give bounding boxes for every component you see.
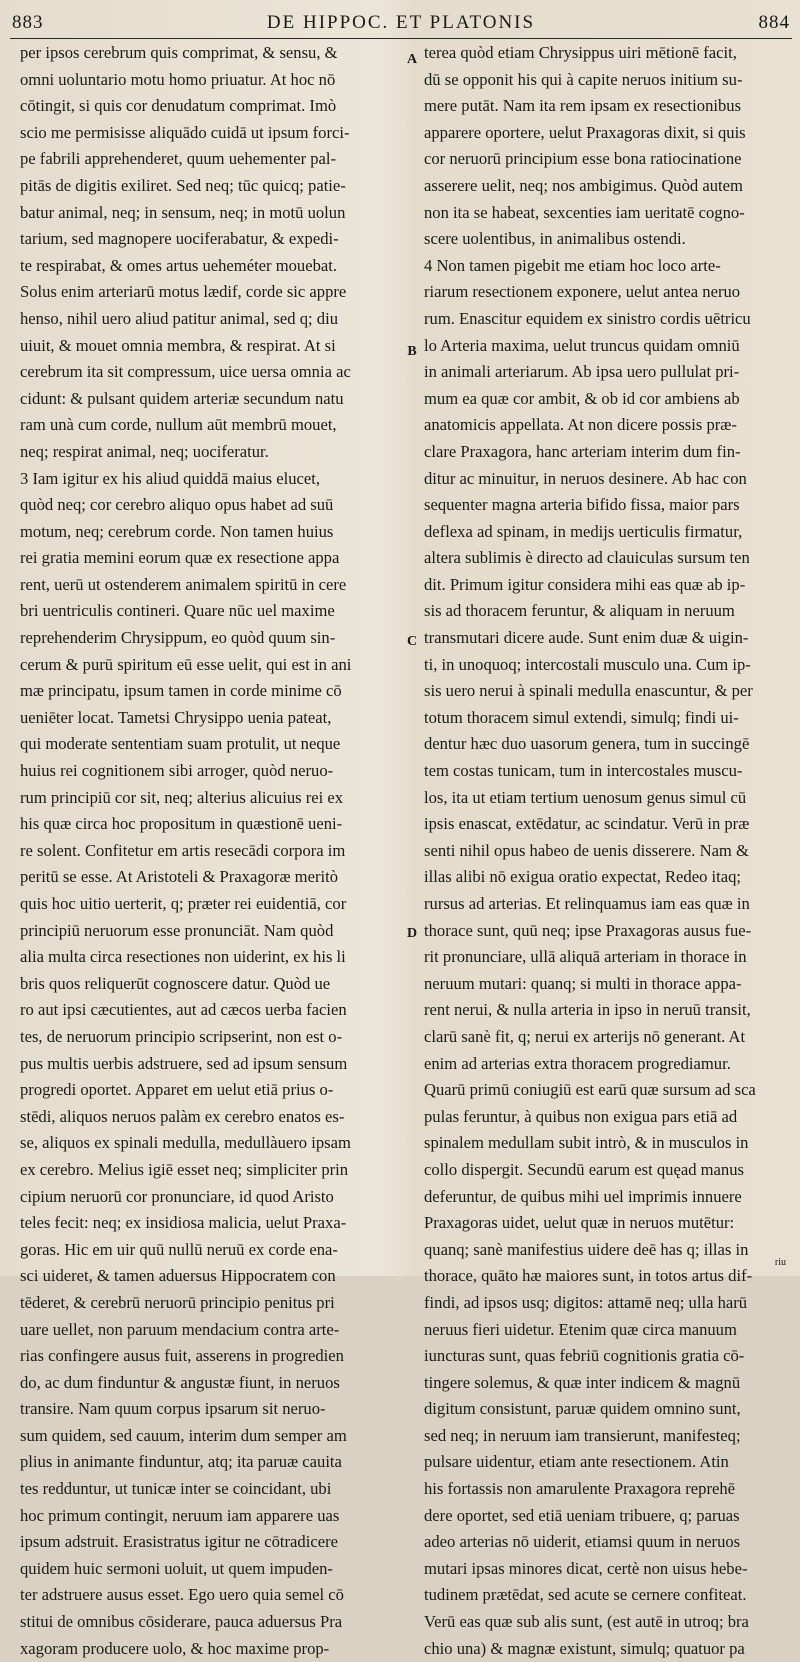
right-column-line: clarū sanè fit, q; nerui ex arterijs nō generant. At	[424, 1026, 746, 1046]
right-column-line: illas alibi nō exigua oratio expectat, Redeo itaq;	[424, 867, 742, 887]
right-column-line: enim ad arterias extra thoracem progrediamur.	[424, 1053, 731, 1073]
left-column-line: uare uellet, non paruum mendacium contra arte-	[20, 1319, 340, 1339]
margin-mark-a: A	[406, 52, 418, 67]
left-column-line: xagoram producere uolo, & hoc maxime prop-	[20, 1638, 330, 1658]
right-column-line: mere putāt. Nam ita rem ipsam ex resectionibus	[424, 96, 742, 116]
right-column-line: deflexa ad spinam, in medijs uerticulis firmatur,	[424, 521, 743, 541]
left-column-line: ram unà cum corde, nullum aūt membrū mouet,	[20, 415, 337, 435]
right-column-line: sis uero nerui à spinali medulla enascuntur, & per	[424, 681, 753, 701]
left-column-line: se, aliquos ex spinali medulla, medullàuero ipsam	[20, 1133, 351, 1153]
right-column-line: sequenter magna arteria bifido fissa, maior pars	[424, 495, 740, 515]
left-column-line: ro aut ipsi cæcutientes, aut ad cæcos uerba facien	[20, 1000, 347, 1020]
left-column-line: sci uideret, & tamen aduersus Hippocratem con	[20, 1266, 336, 1286]
right-column-line: ipsis enascat, extēdatur, ac scindatur. Verū in præ	[424, 814, 750, 834]
left-column-line: bris quos reliquerūt cognoscere datur. Quòd ue	[20, 973, 331, 993]
right-column-line: altera sublimis è directo ad clauiculas sursum ten	[424, 548, 750, 568]
right-column-line: rit pronunciare, ullā aliquā arteriam in thorace in	[424, 947, 747, 967]
right-column-line: non ita se habeat, sexcenties iam ueritatē cogno-	[424, 202, 745, 222]
left-column-line: progredi oportet. Apparet em uelut etiā prius o-	[20, 1080, 334, 1100]
left-column-line: reprehenderim Chrysippum, eo quòd quum sin-	[20, 628, 336, 648]
running-title: DE HIPPOC. ET PLATONIS	[266, 12, 536, 33]
left-column-line: stitui de omnibus cōsiderare, pauca aduersus Pra	[20, 1612, 343, 1632]
left-column-line: pitās de digitis exiliret. Sed neq; tūc quicq; patie-	[20, 175, 346, 195]
left-column-line: quidem huic sermoni uoluit, ut quem impuden-	[20, 1558, 333, 1578]
left-column-line: do, ac dum finduntur & angustæ fiunt, in neruos	[20, 1372, 340, 1392]
left-column-line: cōtingit, si quis cor denudatum comprimat. Imò	[20, 96, 337, 116]
left-column-line: tes redduntur, ut tunicæ inter se coincidant, ubi	[20, 1479, 332, 1499]
right-column-line: clare Praxagora, hanc arteriam interim dum fin-	[424, 441, 741, 461]
right-column-line: mutari ipsas minores dicat, certè non uisus hebe-	[424, 1558, 748, 1578]
left-column-line: huius rei cognitionem sibi arroger, quòd neruo-	[20, 761, 334, 781]
right-column-line: scere uolentibus, in animalibus ostendi.	[424, 229, 686, 249]
left-column-line: neq; respirat animal, neq; uociferatur.	[20, 441, 269, 461]
left-column-line: cidunt: & pulsant quidem arteriæ secundum natu	[20, 388, 344, 408]
left-column-line: omni uoluntario motu homo priuatur. At hoc nō	[20, 69, 336, 89]
right-column-line: iuncturas sunt, quas febriū cognitionis gratia cō-	[424, 1346, 745, 1366]
left-column-line: pus multis uerbis adstruere, sed ad ipsum sensum	[20, 1053, 348, 1073]
header-rule	[10, 38, 792, 39]
right-column-line: lo Arteria maxima, uelut truncus quidam omniū	[424, 335, 740, 355]
left-column-line: teles fecit: neq; ex insidiosa malicia, uelut Praxa-	[20, 1213, 347, 1233]
margin-mark-c: C	[406, 634, 418, 649]
left-column-line: pe fabrili apprehenderet, quum uehementer pal-	[20, 149, 337, 169]
left-column-line: principiū neruorum esse pronunciāt. Nam quòd	[20, 920, 334, 940]
right-column-line: thorace sunt, quū neq; ipse Praxagoras ausus fue-	[424, 920, 752, 940]
right-column-line: anatomicis appellata. At non dicere possis præ-	[424, 415, 737, 435]
catchword: riu	[774, 1257, 786, 1268]
left-column-line: uiuit, & mouet omnia membra, & respirat. At si	[20, 335, 336, 355]
running-header	[12, 8, 790, 38]
right-column-line: chio una) & magnæ existunt, simulq; quatuor pa	[424, 1638, 745, 1658]
right-column-line: dere oportet, sed etiā ueniam tribuere, q; paruas	[424, 1505, 740, 1525]
left-column-line: batur animal, neq; in sensum, neq; in motū uolun	[20, 202, 346, 222]
right-column-line: deferuntur, de quibus mihi uel imprimis innuere	[424, 1186, 742, 1206]
left-column-line: qui moderate sententiam suam protulit, ut neque	[20, 734, 341, 754]
right-column-line: senti nihil opus habeo de uenis disserere. Nam &	[424, 840, 749, 860]
right-column-line: findi, ad ipsos usq; digitos: attamē neq; ulla harū	[424, 1292, 748, 1312]
right-column-line: adeo arterias nō uiderit, etiamsi quum in neruos	[424, 1532, 741, 1552]
left-column-line: tes, de neruorum principio scripserint, non est o-	[20, 1026, 343, 1046]
left-column-line: rias confingere ausus fuit, asserens in progredien	[20, 1346, 344, 1366]
left-column-line: quis hoc uitio uerterit, q; præter rei euidentiā, cor	[20, 894, 347, 913]
right-column-line: quanq; sanè manifestius uidere deē has q; illas in	[424, 1239, 749, 1259]
left-column-line: ter adstruere ausus esset. Ego uero quia semel cō	[20, 1585, 344, 1605]
left-column-line: motum, neq; cerebrum corde. Non tamen huius	[20, 521, 334, 541]
right-column-line: rent nerui, & nulla arteria in ipso in neruū transit,	[424, 1000, 751, 1020]
right-column-line: terea quòd etiam Chrysippus uiri mētionē facit,	[424, 43, 737, 62]
left-column-line: quòd neq; cor cerebro aliquo opus habet ad suū	[20, 495, 334, 515]
right-column-line: riarum resectionem exponere, uelut antea neruo	[424, 282, 741, 302]
right-column-line: dentur hæc duo uasorum genera, tum in succingē	[424, 734, 750, 754]
left-column-line: rei gratia memini eorum quæ ex resectione appa	[20, 548, 340, 568]
right-column-line: ditur ac minuitur, in neruos desinere. Ab hac con	[424, 468, 747, 488]
left-column-line: ueniēter locat. Tametsi Chrysippo uenia pateat,	[20, 707, 332, 727]
left-column-line: alia multa circa resectiones non uiderint, ex his li	[20, 947, 346, 967]
right-column-line: dit. Primum igitur considera mihi eas quæ ab ip-	[424, 574, 746, 594]
left-column-line: goras. Hic em uir quū nullū neruū ex corde ena-	[20, 1239, 338, 1259]
page-number-right: 884	[758, 12, 790, 33]
left-column-line: 3 Iam igitur ex his aliud quiddā maius elucet,	[20, 468, 321, 488]
left-column-line: te respirabat, & omes artus ueheméter mouebat.	[20, 255, 338, 275]
margin-mark-b: B	[407, 344, 417, 359]
left-column-line: peritū se esse. At Aristoteli & Praxagoræ meritò	[20, 867, 338, 887]
right-column-line: thorace, quāto hæ maiores sunt, in totos artus dif-	[424, 1266, 753, 1286]
right-column-line: sis ad thoracem feruntur, & aliquam in neruum	[424, 601, 735, 621]
left-column-line: his quæ circa hoc propositum in quæstionē ueni-	[20, 814, 343, 834]
right-column-line: Praxagoras uidet, uelut quæ in neruos mutētur:	[424, 1213, 735, 1233]
right-column-line: dū se opponit his qui à capite neruos initium su-	[424, 69, 743, 89]
right-column-line: spinalem medullam subit intrò, & in musculos in	[424, 1133, 749, 1153]
right-column-line: rum. Enascitur equidem ex sinistro cordis uētricu	[424, 308, 751, 328]
right-column-line: his fortassis non amarulente Praxagora reprehē	[424, 1479, 736, 1499]
left-column-line: mæ principatu, ipsum tamen in corde minime cō	[20, 681, 342, 701]
right-column-line: in animali arteriarum. Ab ipsa uero pullulat pri-	[424, 362, 740, 382]
left-column-line: rent, uerū ut ostenderem animalem spiritū in cere	[20, 574, 347, 594]
right-column-line: Quarū primū coniugiū est earū quæ sursum ad sca	[424, 1080, 756, 1100]
right-column-line: ti, in unoquoq; intercostali musculo una. Cum ip-	[424, 654, 751, 674]
left-column-line: Solus enim arteriarū motus lædif, corde sic appre	[20, 282, 347, 302]
right-column-line: collo dispergit. Secundū earum est quęad manus	[424, 1159, 744, 1179]
right-column-line: neruus fieri uidetur. Etenim quæ circa manuum	[424, 1319, 737, 1339]
right-column-line: asserere uelit, neq; nos ambigimus. Quòd autem	[424, 175, 743, 195]
left-column-line: henso, nihil uero aliud patitur animal, sed q; diu	[20, 308, 338, 328]
left-column-line: bri uentriculis contineri. Quare nūc uel maxime	[20, 601, 335, 621]
right-column-line: 4 Non tamen pigebit me etiam hoc loco arte-	[424, 255, 721, 275]
left-column-line: re solent. Confitetur em artis resecādi corpora im	[20, 840, 346, 860]
left-column-line: rum principiū cor sit, neq; alterius alicuius rei ex	[20, 787, 344, 807]
left-column-line: cerum & purū spiritum eū esse uelit, qui est in ani	[20, 654, 352, 674]
left-column-line: ipsum adstruit. Erasistratus igitur ne cōtradicere	[20, 1532, 338, 1552]
left-column-line: per ipsos cerebrum quis comprimat, & sensu, &	[20, 43, 338, 62]
left-column-line: cerebrum ita sit compressum, uice uersa omnia ac	[20, 362, 351, 382]
left-column-line: hoc primum contingit, neruum iam apparere uas	[20, 1505, 340, 1525]
margin-mark-d: D	[406, 926, 418, 941]
right-column-line: tudinem prætēdat, sed acute se cernere confiteat.	[424, 1585, 747, 1605]
left-column-line: tēderet, & cerebrū neruorū principio penitus pri	[20, 1292, 335, 1312]
right-column-line: mum ea quæ cor ambit, & ob id cor ambiens ab	[424, 388, 740, 408]
left-column-line: stēdi, aliquos neruos palàm ex cerebro enatos es-	[20, 1106, 345, 1126]
right-column-line: transmutari dicere aude. Sunt enim duæ & uigin-	[424, 628, 749, 648]
right-column-line: pulsare uidentur, etiam ante resectionem. Atin	[424, 1452, 729, 1472]
right-column-line: pulas feruntur, à quibus non exigua pars etiā ad	[424, 1106, 738, 1126]
right-column-line: rursus ad arterias. Et relinquamus iam eas quæ in	[424, 894, 750, 913]
right-column-line: digitum consistunt, paruæ quidem omnino sunt,	[424, 1399, 741, 1419]
left-column-line: sum quidem, sed cauum, interim dum semper am	[20, 1425, 347, 1445]
left-column-line: tarium, sed magnopere uociferabatur, & expedi-	[20, 229, 339, 249]
page-number-left: 883	[12, 12, 44, 33]
right-column	[424, 40, 798, 1662]
left-column-line: ex cerebro. Melius igiē esset neq; simpliciter prin	[20, 1159, 349, 1179]
right-column-line: cor neruorū principium esse bona ratiocinatione	[424, 149, 742, 169]
right-column-line: apparere oportere, uelut Praxagoras dixit, si quis	[424, 122, 746, 142]
left-column-line: transire. Nam quum corpus ipsarum sit neruo-	[20, 1399, 326, 1419]
left-column-line: cipium neruorū cor pronunciare, id quod Aristo	[20, 1186, 334, 1206]
right-column-line: neruum mutari: quanq; si multi in thorace appa-	[424, 973, 742, 993]
right-column-line: tingere solemus, & quæ inter indicem & magnū	[424, 1372, 741, 1392]
left-column	[20, 40, 400, 1662]
right-column-line: tem costas tunicam, tum in intercostales muscu-	[424, 761, 743, 781]
right-column-line: los, ita ut etiam tertium uenosum genus simul cū	[424, 787, 747, 807]
right-column-line: totum thoracem simul extendi, simulq; findi ui-	[424, 707, 739, 727]
left-column-line: scio me permisisse aliquādo cuidā ut ipsum forci-	[20, 122, 350, 142]
left-column-line: plius in animante finduntur, atq; ita paruæ cauita	[20, 1452, 342, 1472]
right-column-line: Verū eas quæ sub alis sunt, (est autē in utroq; bra	[424, 1612, 749, 1632]
right-column-line: sed neq; in neruum iam transierunt, manifesteq;	[424, 1425, 741, 1445]
